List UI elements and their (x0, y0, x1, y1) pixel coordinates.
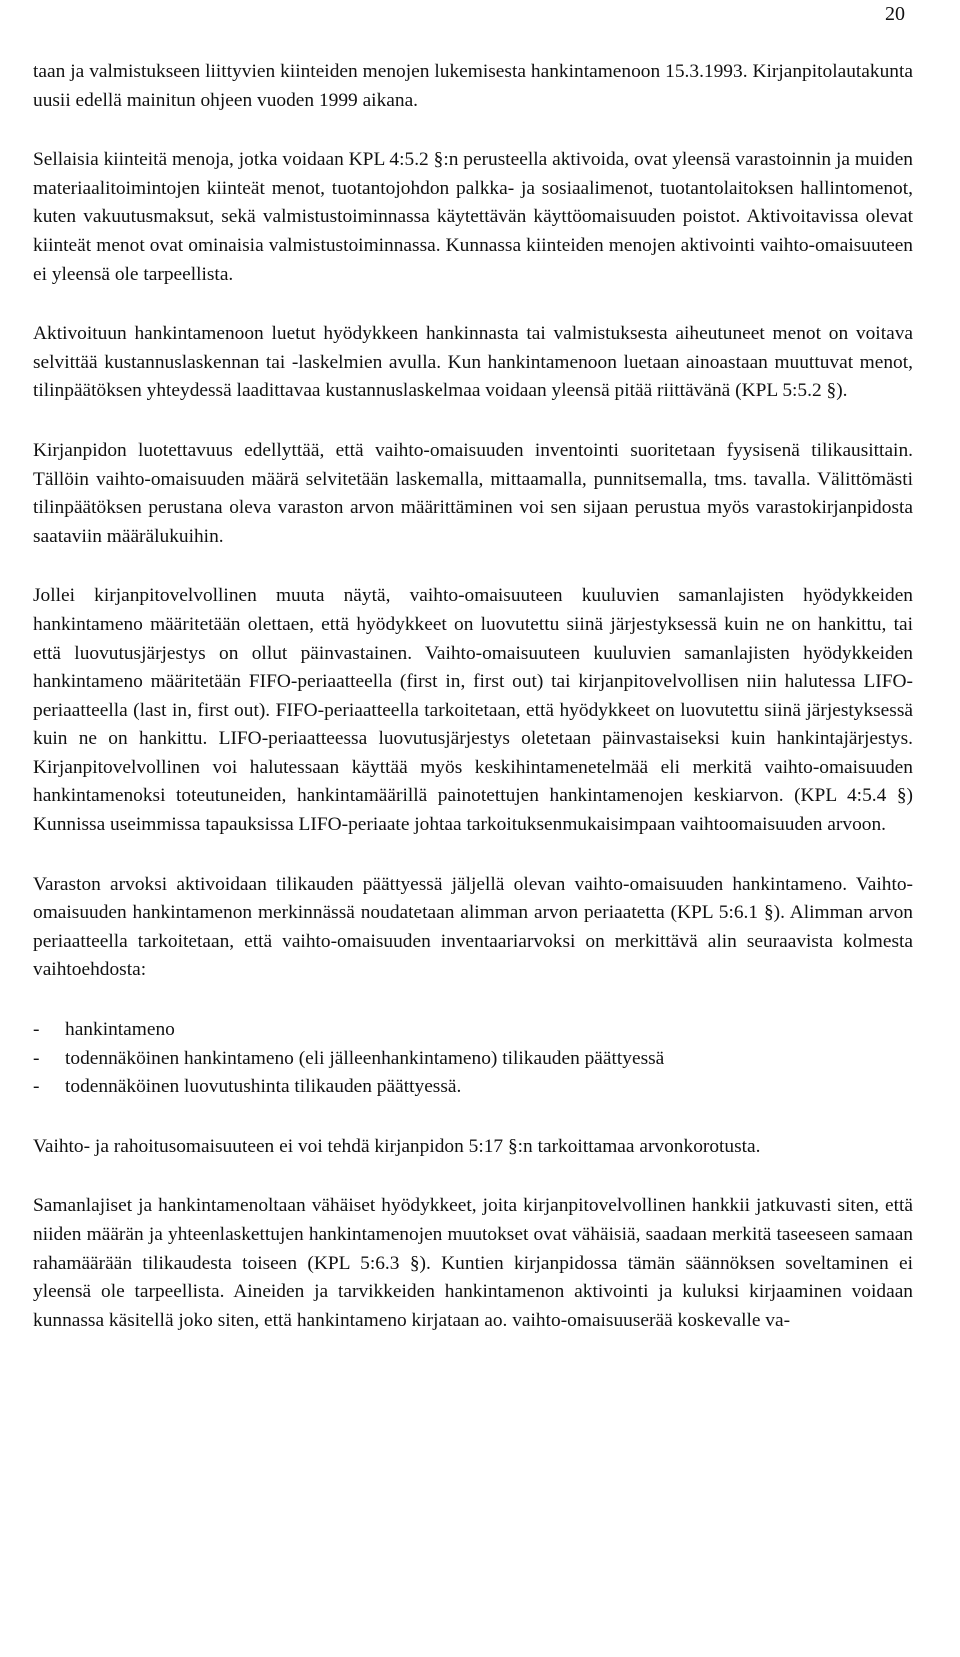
list-marker: - (33, 1076, 40, 1098)
paragraph: Samanlajiset ja hankintamenoltaan vähäiset hyödykkeet, joita kirjanpitovelvollinen hankkii jatkuvasti siten, että niiden määrän ja yhteenlaskettujen hankintamenojen muutokset ovat vähäisiä, saadaan merkitä taseeseen samaan rahamäärään tilikaudesta toiseen (KPL 5:6.3 §). Kuntien kirjanpidossa tämän säännöksen soveltaminen ei yleensä ole tarpeellista. Aineiden ja tarvikkeiden hankintamenon aktivointi ja kuluksi kirjaaminen voidaan kunnassa käsitellä joko siten, että hankintameno kirjataan ao. vaihto-omaisuuserää koskevalle va- (33, 1195, 913, 1331)
paragraph: taan ja valmistukseen liittyvien kiinteiden menojen lukemisesta hankintamenoon 15.3.1993. Kirjanpitolautakunta uusii edellä mainitun ohjeen vuoden 1999 aikana. (33, 61, 913, 111)
document-body (33, 58, 913, 1335)
alternatives-list (33, 1016, 913, 1102)
list-item-text: hankintameno (65, 1019, 175, 1041)
list-item (33, 1016, 913, 1045)
list-item-text: todennäköinen luovutushinta tilikauden päättyessä. (65, 1076, 462, 1098)
paragraph: Varaston arvoksi aktivoidaan tilikauden päättyessä jäljellä olevan vaihto-omaisuuden hankintameno. Vaihto-omaisuuden hankintamenon merkinnässä noudatetaan alimman arvon periaatetta (KPL 5:6.1 §). Alimman arvon periaatteella tarkoitetaan, että vaihto-omaisuuden inventaariarvoksi on merkittävä alin seuraavista kolmesta vaihtoehdosta: (33, 873, 913, 981)
paragraph: Jollei kirjanpitovelvollinen muuta näytä, vaihto-omaisuuteen kuuluvien samanlajisten hyödykkeiden hankintameno määritetään olettaen, että hyödykkeet on luovutettu siinä järjestyksessä kuin ne on hankittu, tai että luovutusjärjestys on ollut päinvastainen. Vaihto-omaisuuteen kuuluvien samanlajisten hyödykkeiden hankintameno määritetään FIFO-periaatteella (first in, first out) tai kirjanpitovelvollisen niin halutessa LIFO-periaatteella (last in, first out). FIFO-periaatteella tarkoitetaan, että hyödykkeet on luovutettu siinä järjestyksessä kuin ne on hankittu. LIFO-periaatteessa luovutusjärjestys oletetaan päinvastaiseksi kuin hankintajärjestys. Kirjanpitovelvollinen voi halutessaan käyttää myös keskihintamenetelmää eli merkitä vaihto-omaisuuden hankintamenoksi toteutuneiden, hankintamäärillä painotettujen hankintamenojen keskiarvon. (KPL 4:5.4 §) Kunnissa useimmissa tapauksissa LIFO-periaate johtaa tarkoituksenmukaisimpaan vaihtoomaisuuden arvoon. (33, 585, 913, 836)
page-number: 20 (885, 3, 905, 25)
paragraph: Aktivoituun hankintamenoon luetut hyödykkeen hankinnasta tai valmistuksesta aiheutuneet menot on voitava selvittää kustannuslaskennan tai -laskelmien avulla. Kun hankintamenoon luetaan ainoastaan muuttuvat menot, tilinpäätöksen yhteydessä laadittavaa kustannuslaskelmaa voidaan yleensä pitää riittävänä (KPL 5:5.2 §). (33, 323, 913, 402)
paragraph: Sellaisia kiinteitä menoja, jotka voidaan KPL 4:5.2 §:n perusteella aktivoida, ovat yleensä varastoinnin ja muiden materiaalitoimintojen kiinteät menot, tuotantojohdon palkka- ja sosiaalimenot, tuotantolaitoksen hallintomenot, kuten vakuutusmaksut, sekä valmistustoiminnassa käytettävän käyttöomaisuuden poistot. Aktivoitavissa olevat kiinteät menot ovat ominaisia valmistustoiminnassa. Kunnassa kiinteiden menojen aktivointi vaihto-omaisuuteen ei yleensä ole tarpeellista. (33, 149, 913, 285)
list-marker: - (33, 1047, 40, 1069)
list-item (33, 1073, 913, 1102)
list-item (33, 1045, 913, 1074)
list-marker: - (33, 1019, 40, 1041)
paragraph: Kirjanpidon luotettavuus edellyttää, että vaihto-omaisuuden inventointi suoritetaan fyysisenä tilikausittain. Tällöin vaihto-omaisuuden määrä selvitetään laskemalla, mittaamalla, punnitsemalla, tms. tavalla. Välittömästi tilinpäätöksen perustana oleva varaston arvon määrittäminen voi sen sijaan perustua myös varastokirjanpidosta saataviin määrälukuihin. (33, 439, 913, 547)
list-item-text: todennäköinen hankintameno (eli jälleenhankintameno) tilikauden päättyessä (65, 1047, 665, 1069)
paragraph: Vaihto- ja rahoitusomaisuuteen ei voi tehdä kirjanpidon 5:17 §:n tarkoittamaa arvonkorotusta. (33, 1135, 761, 1157)
